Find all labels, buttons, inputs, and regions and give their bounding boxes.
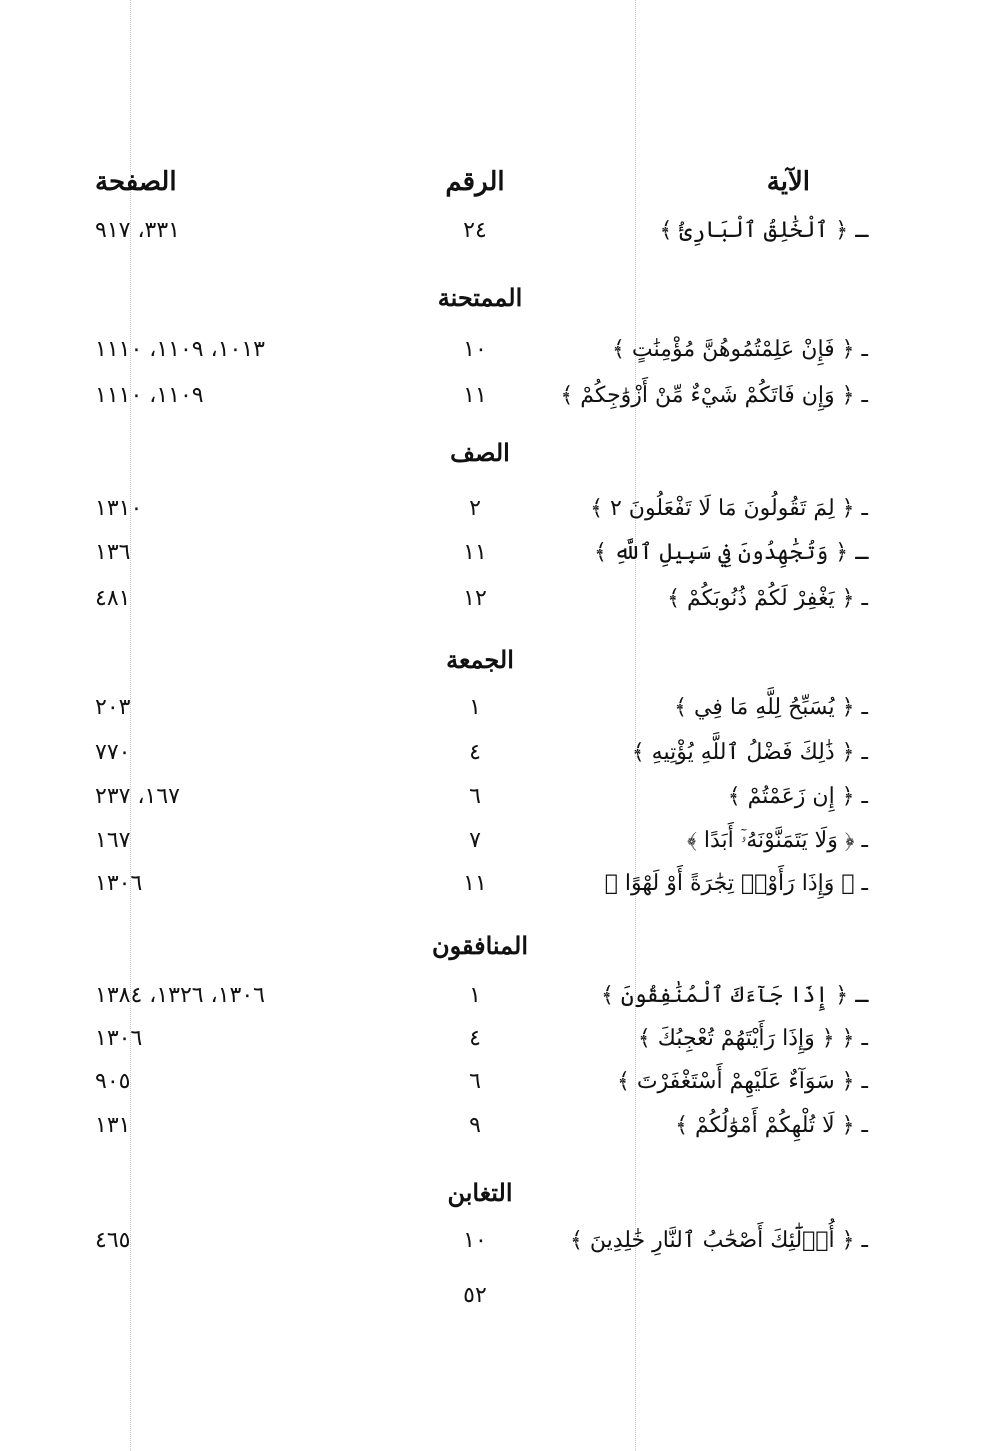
ayah-text: ـ ﴿ وَتُجَٰهِدُونَ فِي سَبِيلِ ٱللَّهِ ﴾ [594, 540, 868, 565]
ayah-text: ـ ﴿ ٱلْخَٰلِقُ ٱلْبَارِئُ ﴾ [659, 218, 868, 243]
ayah-number: ١١ [463, 871, 487, 896]
table-row [0, 864, 1000, 904]
ayah-text: ـ ﴿ لِمَ تَقُولُونَ مَا لَا تَفْعَلُونَ ٢ ﴾ [590, 496, 868, 521]
surah-name: المنافقون [431, 931, 529, 960]
ayah-text: ـ ﴿ إِذَا جَآءَكَ ٱلْمُنَٰفِقُونَ ﴾ [601, 983, 868, 1008]
table-row [0, 533, 1000, 573]
ayah-number: ٢ [469, 496, 481, 521]
ayah-text: ـ ﴿ يَغْفِرْ لَكُمْ ذُنُوبَكُمْ ﴾ [667, 586, 868, 611]
ayah-text: ـ ﴿ ﴿ وَإِذَا رَأَيْتَهُمْ تُعْجِبُكَ ﴾ [637, 1026, 868, 1051]
ayah-text: ـ ﴿ إِن زَعَمْتُمْ ﴾ [727, 784, 868, 809]
table-row [0, 579, 1000, 619]
page-refs: ٤٦٥ [95, 1228, 131, 1253]
ayah-number: ٤ [469, 1026, 481, 1051]
ayah-text: ـ ﴿ ذَٰلِكَ فَضْلُ ٱللَّهِ يُؤْتِيهِ ﴾ [631, 740, 868, 765]
surah-name: التغابن [447, 1178, 513, 1207]
ayah-number: ١٠ [463, 337, 487, 362]
table-row [0, 1106, 1000, 1146]
table-row [0, 330, 1000, 370]
table-row [0, 376, 1000, 416]
ayah-text: ـ ﴿ يُسَبِّحُ لِلَّهِ مَا فِي ﴾ [674, 695, 868, 720]
header-page: الصفحة [95, 167, 177, 197]
surah-name: الصف [450, 438, 510, 467]
ayah-number: ٩ [469, 1113, 481, 1138]
ayah-number: ١١ [463, 540, 487, 565]
page-refs: ١٠١٣، ١١٠٩، ١١١٠ [95, 337, 265, 362]
page-refs: ١٣٠٦ [95, 1026, 143, 1051]
surah-title [0, 278, 1000, 318]
table-row [0, 733, 1000, 773]
page-refs: ٢٠٣ [95, 695, 131, 720]
page-refs: ١٦٧ [95, 828, 131, 853]
ayah-number: ١٠ [463, 1228, 487, 1253]
surah-title [0, 926, 1000, 966]
ayah-text: ـ ﴿ وَإِن فَاتَكُمْ شَيْءٌ مِّنْ أَزْوَٰجِكُمْ ﴾ [560, 383, 868, 408]
table-row [0, 489, 1000, 529]
table-row [0, 1019, 1000, 1059]
page-refs: ١٣٦ [95, 540, 131, 565]
surah-title [0, 433, 1000, 473]
ayah-text: ـ ﴿ أُو۟لَٰٓئِكَ أَصْحَٰبُ ٱلنَّارِ خَٰلِدِينَ ﴾ [569, 1228, 868, 1253]
page-refs: ١٣١٠ [95, 496, 143, 521]
table-row [0, 821, 1000, 861]
table-row [0, 688, 1000, 728]
ayah-number: ١١ [463, 383, 487, 408]
header-number: الرقم [445, 167, 505, 197]
page-refs: ٩٠٥ [95, 1069, 131, 1094]
table-row [0, 777, 1000, 817]
ayah-number: ٧ [469, 828, 481, 853]
table-row [0, 1221, 1000, 1261]
table-header [0, 162, 1000, 202]
page-refs: ١٣٠٦ [95, 871, 143, 896]
page-refs: ١٣٠٦، ١٣٢٦، ١٣٨٤ [95, 983, 265, 1008]
ayah-text: ـ ﴿ وَإِذَا رَأَوْا۟ تِجَٰرَةً أَوْ لَهْوًا ﴾ [604, 871, 868, 896]
page-refs: ٣٣١، ٩١٧ [95, 218, 180, 243]
ayah-number: ١٢ [463, 586, 487, 611]
page-refs: ١١٠٩، ١١١٠ [95, 383, 204, 408]
page-number: ٥٢ [463, 1283, 487, 1308]
surah-name: الممتحنة [437, 283, 523, 312]
surah-title [0, 1173, 1000, 1213]
ayah-text: ـ ﴿ سَوَآءٌ عَلَيْهِمْ أَسْتَغْفَرْتَ ﴾ [616, 1069, 868, 1094]
ayah-number: ٦ [469, 1069, 481, 1094]
page-refs: ٧٧٠ [95, 740, 131, 765]
surah-name: الجمعة [446, 645, 514, 674]
ayah-number: ١ [469, 695, 481, 720]
ayah-number: ٢٤ [463, 218, 487, 243]
page-footer [0, 1276, 1000, 1316]
table-row [0, 211, 1000, 251]
table-row [0, 1062, 1000, 1102]
table-row [0, 976, 1000, 1016]
ayah-number: ١ [469, 983, 481, 1008]
ayah-text: ـ ﴿ لَا تُلْهِكُمْ أَمْوَٰلُكُمْ ﴾ [675, 1113, 868, 1138]
header-ayah: الآية [766, 167, 810, 197]
page-refs: ١٣١ [95, 1113, 131, 1138]
ayah-number: ٤ [469, 740, 481, 765]
page-refs: ١٦٧، ٢٣٧ [95, 784, 180, 809]
surah-title [0, 640, 1000, 680]
ayah-text: ـ ﴿ فَإِنْ عَلِمْتُمُوهُنَّ مُؤْمِنَٰتٍ ﴾ [612, 337, 868, 362]
page-refs: ٤٨١ [95, 586, 131, 611]
ayah-text: ـ ﴿ وَلَا يَتَمَنَّوْنَهُۥٓ أَبَدًا ﴾ [687, 828, 868, 853]
ayah-number: ٦ [469, 784, 481, 809]
